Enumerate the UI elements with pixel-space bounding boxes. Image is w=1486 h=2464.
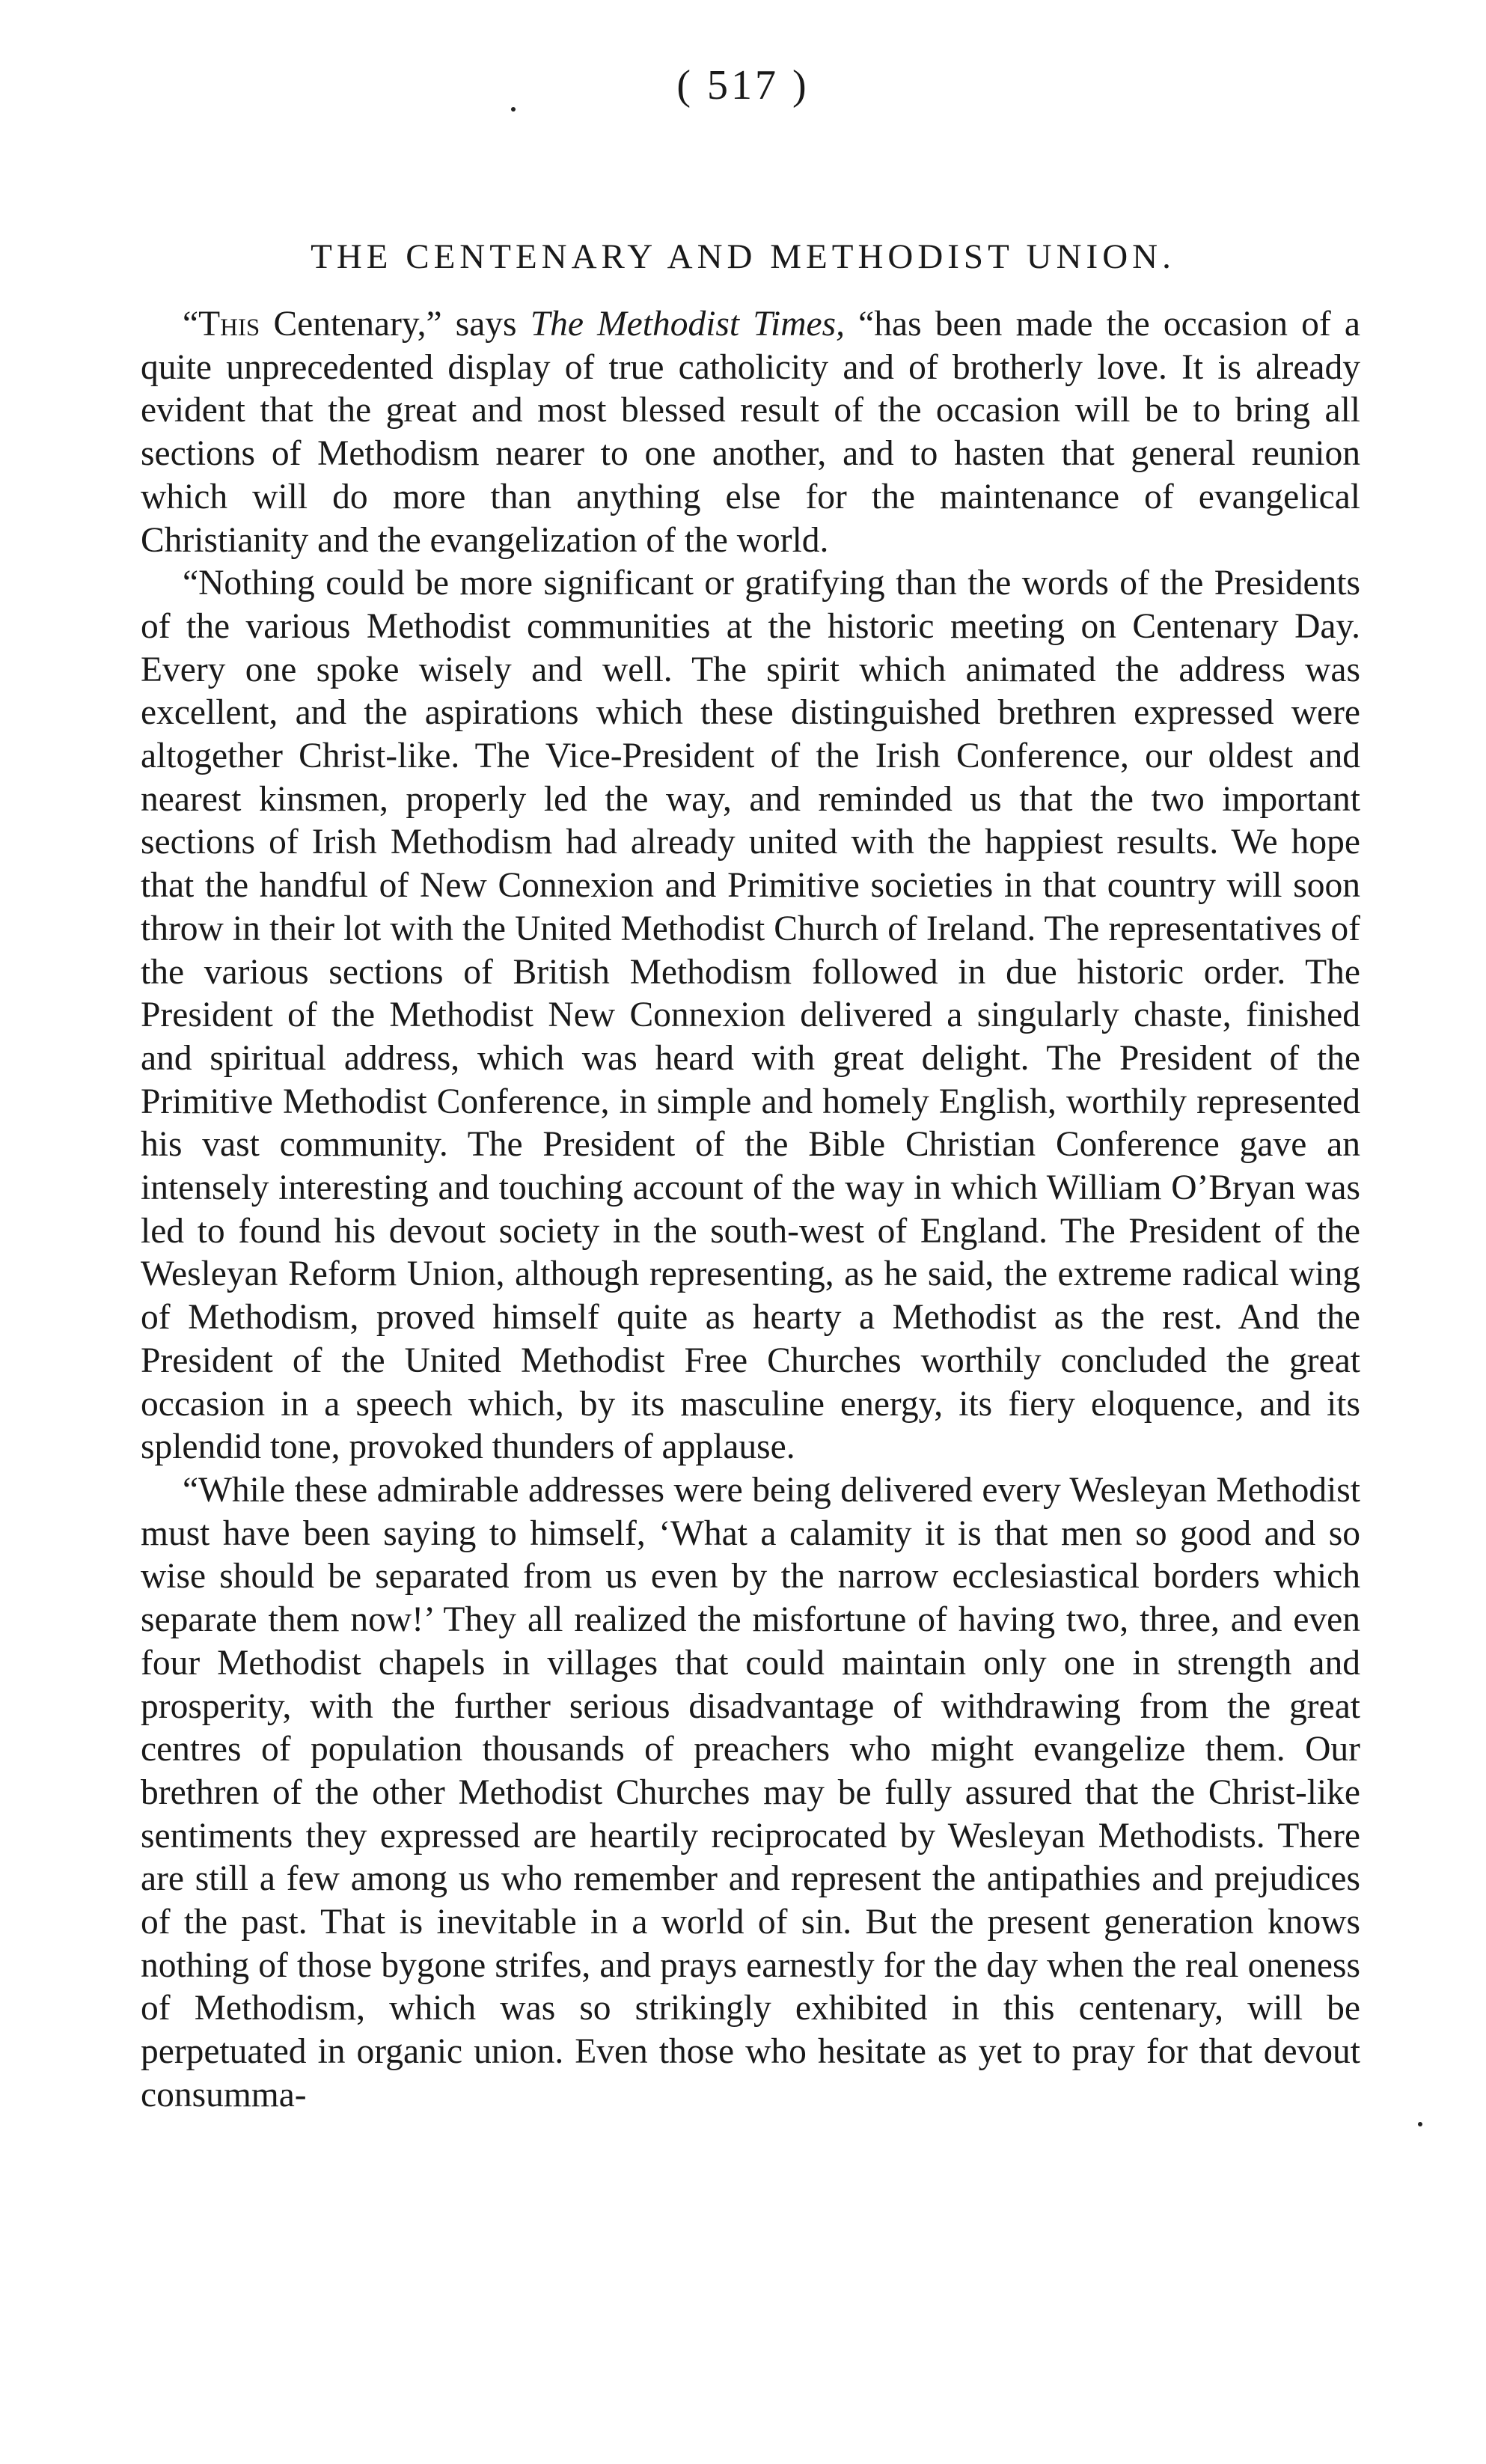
paragraph-lead-word: This [198, 305, 260, 344]
print-speck [1418, 2122, 1422, 2126]
paragraph [141, 303, 1360, 562]
paragraph: “Nothing could be more significant or gratifying than the words of the Presidents of the various Methodist communities at the historic meeting on Centenary Day. Every one spoke wisely and well. The spirit which animated the address was excellent, and the aspirations which these distinguished brethren expressed were altogether Christ-like. The Vice-President of the Irish Conference, our oldest and nearest kinsmen, properly led the way, and reminded us that the two important sections of Irish Methodism had already united with the happiest results. We hope that the handful of New Connexion and Primitive societies in that country will soon throw in their lot with the United Methodist Church of Ireland. The representatives of the various sections of British Methodism followed in due historic order. The President of the Methodist New Connexion delivered a singularly chaste, finished and spiritual address, which was heard with great delight. The President of the Primitive Methodist Conference, in simple and homely English, worthily represented his vast community. The President of the Bible Christian Conference gave an intensely interesting and touching account of the way in which William O’Bryan was led to found his devout society in the south-west of England. The President of the Wesleyan Reform Union, although representing, as he said, the extreme radical wing of Methodism, proved himself quite as hearty a Methodist as the rest. And the President of the United Methodist Free Churches worthily concluded the great occasion in a speech which, by its masculine energy, its fiery eloquence, and its splendid tone, provoked thunders of applause. [141, 564, 1360, 1467]
article-body [141, 303, 1360, 2117]
paragraph: “While these admirable addresses were being delivered every Wesleyan Methodist must have been saying to himself, ‘What a calamity it is that men so good and so wise should be separated from us even by the narrow ecclesiastical borders which separate them now!’ They all realized the misfortune of having two, three, and even four Methodist chapels in villages that could maintain only one in strength and prosperity, with the further serious disadvantage of withdrawing from the great centres of population thousands of preachers who might evangelize them. Our brethren of the other Methodist Churches may be fully assured that the Christ-like sentiments they expressed are heartily reciprocated by Wesleyan Methodists. There are still a few among us who remember and represent the antipathies and prejudices of the past. That is inevitable in a world of sin. But the present generation knows nothing of those bygone strifes, and prays earnestly for the day when the real oneness of Methodism, which was so strikingly exhibited in this centenary, will be perpetuated in organic union. Even those who hesitate as yet to pray for that devout consumma- [141, 1470, 1360, 2114]
paragraph-open-quote: “ [183, 305, 199, 344]
journal-name: The Methodist Times, [530, 305, 845, 344]
paragraph-text: “has been made the occasion of a quite unprecedented display of true catholicity and of brotherly love. It is already evident that the great and most blessed result of the occasion will be to bring all sections of Methodism nearer to one another, and to hasten that general reunion which will do more than anything else for the maintenance of evangelical Christianity and the evangelization of the world. [141, 305, 1360, 560]
paragraph-text: Centenary,” says [260, 305, 531, 344]
page-number: ( 517 ) [676, 62, 810, 109]
article-title: THE CENTENARY AND METHODIST UNION. [311, 237, 1175, 277]
